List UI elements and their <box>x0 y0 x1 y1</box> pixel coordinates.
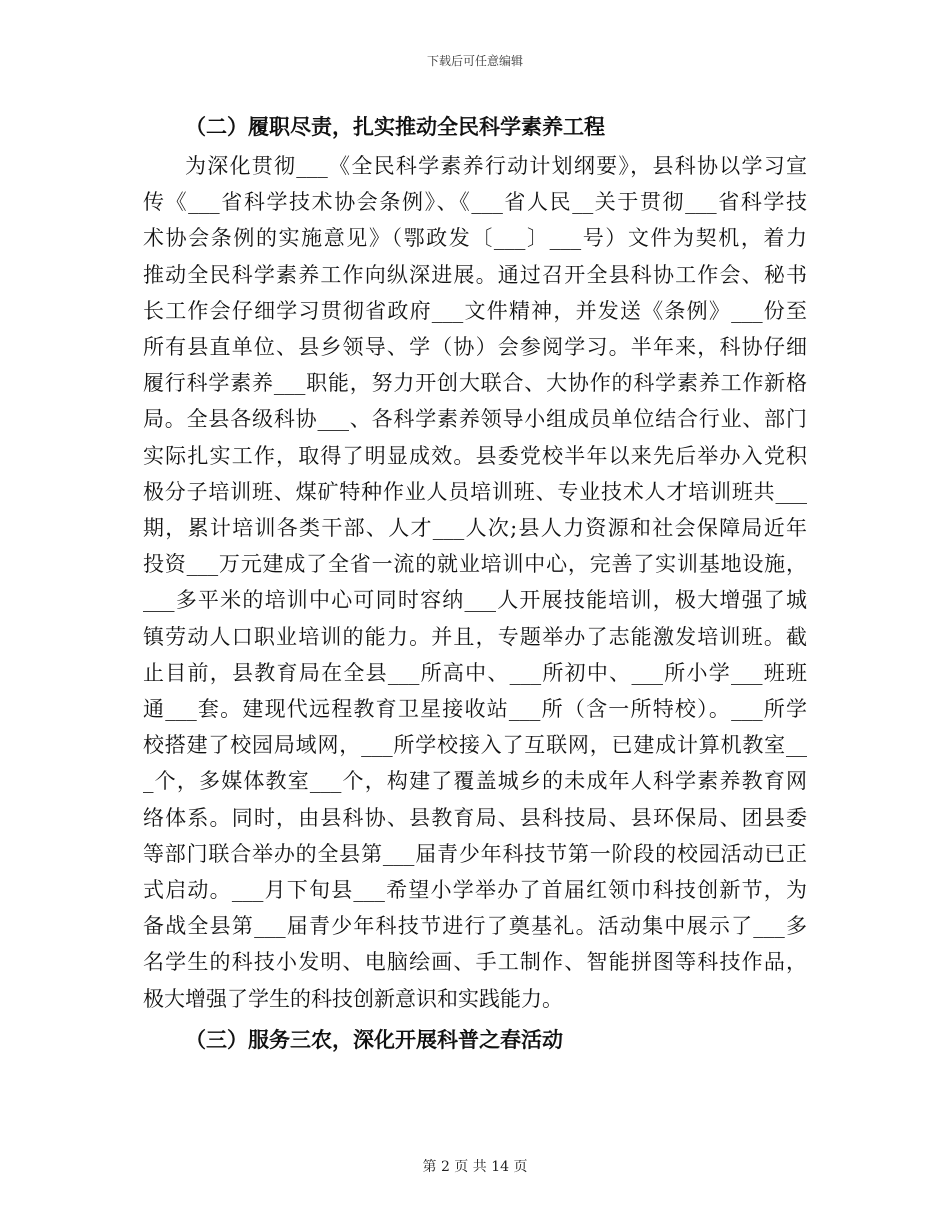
paragraph-line: 校搭建了校园局域网，___所学校接入了互联网，已建成计算机教室__ <box>143 733 807 758</box>
paragraph-line: 络体系。同时，由县科协、县教育局、县科技局、县环保局、团县委 <box>143 805 807 830</box>
paragraph-line: 履行科学素养___职能，努力开创大联合、大协作的科学素养工作新格 <box>143 371 807 396</box>
section-2-paragraph <box>143 148 807 1017</box>
paragraph-line: 局。全县各级科协___、各科学素养领导小组成员单位结合行业、部门 <box>143 407 807 432</box>
paragraph-line: 期，累计培训各类干部、人才___人次;县人力资源和社会保障局近年 <box>143 516 807 541</box>
paragraph-line: 通___套。建现代远程教育卫星接收站___所（含一所特校）。___所学 <box>143 697 807 722</box>
paragraph-line: 所有县直单位、县乡领导、学（协）会参阅学习。半年来，科协仔细 <box>143 335 807 360</box>
paragraph-line: 极大增强了学生的科技创新意识和实践能力。 <box>143 986 563 1011</box>
paragraph-line: 推动全民科学素养工作向纵深进展。通过召开全县科协工作会、秘书 <box>143 262 807 287</box>
paragraph-line: 术协会条例的实施意见》（鄂政发〔___〕___号）文件为契机，着力 <box>143 226 807 251</box>
paragraph-line: 实际扎实工作，取得了明显成效。县委党校半年以来先后举办入党积 <box>143 443 807 468</box>
paragraph-line: 为深化贯彻___《全民科学素养行动计划纲要》，县科协以学习宣 <box>185 154 807 178</box>
paragraph-line: 备战全县第___届青少年科技节进行了奠基礼。活动集中展示了___多 <box>143 914 807 939</box>
paragraph-line: ___多平米的培训中心可同时容纳___人开展技能培训，极大增强了城 <box>143 588 807 613</box>
paragraph-line: 极分子培训班、煤矿特种作业人员培训班、专业技术人才培训班共___ <box>143 479 807 504</box>
page-number: 第 2 页 共 14 页 <box>422 1159 528 1175</box>
section-heading-3: （三）服务三农，深化开展科普之春活动 <box>185 1027 563 1052</box>
document-body <box>143 106 807 1061</box>
paragraph-line: 式启动。___月下旬县___希望小学举办了首届红领巾科技创新节，为 <box>143 878 807 903</box>
paragraph-line: 止目前，县教育局在全县___所高中、___所初中、___所小学___班班 <box>143 660 807 685</box>
paragraph-line: 镇劳动人口职业培训的能力。并且，专题举办了志能激发培训班。截 <box>143 624 807 649</box>
paragraph-line: 名学生的科技小发明、电脑绘画、手工制作、智能拼图等科技作品， <box>143 950 807 975</box>
paragraph-line: _个，多媒体教室___个，构建了覆盖城乡的未成年人科学素养教育网 <box>143 769 807 794</box>
paragraph-line: 传《___省科学技术协会条例》、《___省人民__关于贯彻___省科学技 <box>143 190 807 215</box>
paragraph-line: 长工作会仔细学习贯彻省政府___文件精神，并发送《条例》___份至 <box>143 298 807 323</box>
section-heading-2: （二）履职尽责，扎实推动全民科学素养工程 <box>185 115 605 139</box>
page-header-note: 下载后可任意编辑 <box>426 54 523 68</box>
paragraph-line: 等部门联合举办的全县第___届青少年科技节第一阶段的校园活动已正 <box>143 841 807 866</box>
paragraph-line: 投资___万元建成了全省一流的就业培训中心，完善了实训基地设施， <box>143 552 807 577</box>
